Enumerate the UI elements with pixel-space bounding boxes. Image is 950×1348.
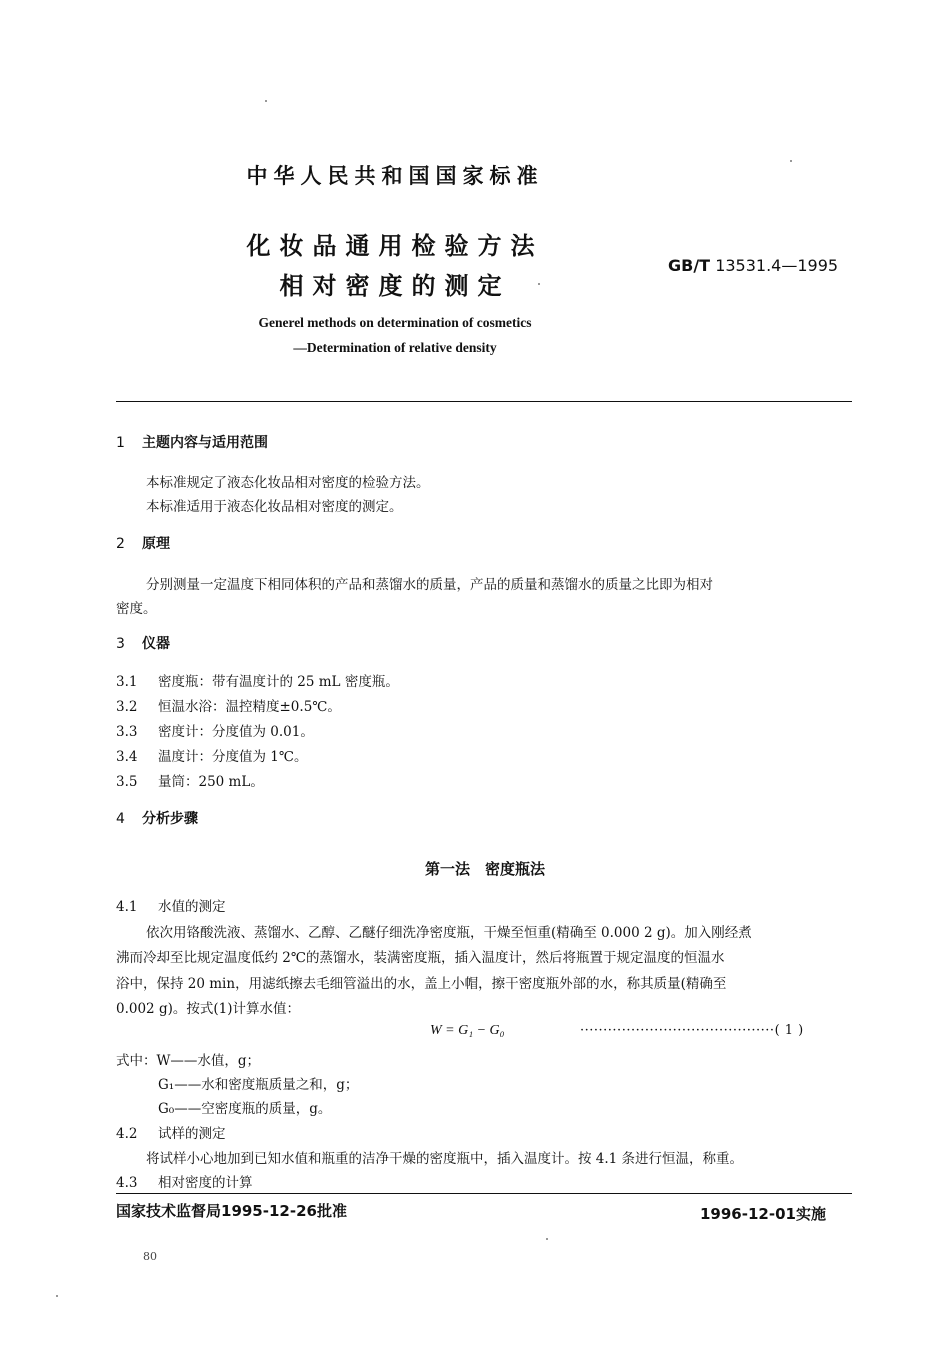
section-2-paragraph-line2: 密度。 <box>116 601 157 617</box>
instrument-item <box>116 720 314 740</box>
document-title-line1: 化妆品通用检验方法 <box>246 232 544 260</box>
approval-date: 国家技术监督局1995-12-26批准 <box>116 1202 347 1220</box>
item-number: 3.3 <box>116 724 138 740</box>
instrument-item <box>116 670 399 690</box>
scan-speck <box>265 100 267 102</box>
national-standard-heading: 中华人民共和国国家标准 <box>246 164 544 188</box>
item-number: 3.1 <box>116 674 138 690</box>
section-1-heading <box>116 432 268 452</box>
section-1-paragraph-1: 本标准规定了液态化妆品相对密度的检验方法。 <box>146 475 430 491</box>
item-text: 恒温水浴：温控精度±0.5℃。 <box>158 699 341 715</box>
subsection-number: 4.3 <box>116 1175 138 1191</box>
section-4-heading <box>116 808 198 828</box>
section-number: 1 <box>116 435 125 451</box>
equation-1: W = G₁ − G₀ <box>430 1023 505 1038</box>
where-item: W——水值，g； <box>156 1053 261 1069</box>
subsection-title: 相对密度的计算 <box>158 1175 253 1191</box>
where-item: G₀——空密度瓶的质量，g。 <box>158 1101 332 1117</box>
instrument-item <box>116 695 341 715</box>
item-text: 量筒：250 mL。 <box>158 774 264 790</box>
subsection-number: 4.1 <box>116 899 138 915</box>
where-clause <box>116 1049 260 1069</box>
section-1-paragraph-2: 本标准适用于液态化妆品相对密度的测定。 <box>146 499 403 515</box>
item-number: 3.4 <box>116 749 138 765</box>
section-number: 3 <box>116 636 125 652</box>
scan-speck <box>546 1238 548 1240</box>
standard-prefix: GB/T <box>668 256 711 275</box>
subsection-title: 水值的测定 <box>158 899 226 915</box>
scan-speck <box>790 160 792 162</box>
subsection-number: 4.2 <box>116 1126 138 1142</box>
header-divider <box>116 401 852 402</box>
section-title: 仪器 <box>142 636 170 652</box>
where-item: G₁——水和密度瓶质量之和，g； <box>158 1077 359 1093</box>
subsection-4-1-heading <box>116 895 226 915</box>
subsection-4-2-heading <box>116 1122 226 1142</box>
section-3-heading <box>116 633 170 653</box>
subsection-title: 试样的测定 <box>158 1126 226 1142</box>
subsection-4-1-line1: 依次用铬酸洗液、蒸馏水、乙醇、乙醚仔细洗净密度瓶，干燥至恒重(精确至 0.000 2 g)。加入刚经煮 <box>146 925 752 941</box>
section-2-heading <box>116 533 170 553</box>
instrument-item <box>116 770 264 790</box>
standard-code: 13531.4—1995 <box>715 256 839 275</box>
section-2-paragraph-line1: 分别测量一定温度下相同体积的产品和蒸馏水的质量，产品的质量和蒸馏水的质量之比即为相对 <box>146 577 713 593</box>
document-title-line2: 相对密度的测定 <box>279 272 511 300</box>
subsection-4-2-line1: 将试样小心地加到已知水值和瓶重的洁净干燥的密度瓶中，插入温度计。按 4.1 条进行恒温，称重。 <box>146 1151 744 1167</box>
section-number: 4 <box>116 811 125 827</box>
method-title: 第一法 密度瓶法 <box>424 860 545 878</box>
section-number: 2 <box>116 536 125 552</box>
footer-divider <box>116 1193 852 1194</box>
item-number: 3.5 <box>116 774 138 790</box>
subsection-4-1-line2: 沸而冷却至比规定温度低约 2℃的蒸馏水，装满密度瓶，插入温度计，然后将瓶置于规定温度的恒温水 <box>116 950 725 966</box>
item-text: 密度瓶：带有温度计的 25 mL 密度瓶。 <box>158 674 399 690</box>
instrument-item <box>116 745 307 765</box>
scan-speck <box>538 283 540 285</box>
subsection-4-1-line4: 0.002 g)。按式(1)计算水值： <box>116 1001 300 1017</box>
english-title-line1: Generel methods on determination of cosmetics <box>258 315 532 330</box>
equation-number: ( 1 ) <box>774 1023 804 1038</box>
equation-leader <box>580 1023 804 1038</box>
section-title: 主题内容与适用范围 <box>142 435 268 451</box>
item-text: 温度计：分度值为 1℃。 <box>158 749 308 765</box>
subsection-4-3-heading <box>116 1171 253 1191</box>
english-title-line2: —Determination of relative density <box>293 340 497 355</box>
where-label: 式中： <box>116 1053 157 1069</box>
item-number: 3.2 <box>116 699 138 715</box>
standard-number <box>668 256 838 275</box>
subsection-4-1-line3: 浴中，保持 20 min，用滤纸擦去毛细管溢出的水，盖上小帽，擦干密度瓶外部的水，称其质量(精确至 <box>116 976 727 992</box>
section-title: 分析步骤 <box>142 811 198 827</box>
page-number: 80 <box>143 1250 157 1263</box>
effective-date: 1996-12-01实施 <box>700 1205 826 1223</box>
leader-dots: ·········································· <box>580 1023 775 1038</box>
section-title: 原理 <box>142 536 170 552</box>
item-text: 密度计：分度值为 0.01。 <box>158 724 314 740</box>
scan-speck <box>56 1295 58 1297</box>
